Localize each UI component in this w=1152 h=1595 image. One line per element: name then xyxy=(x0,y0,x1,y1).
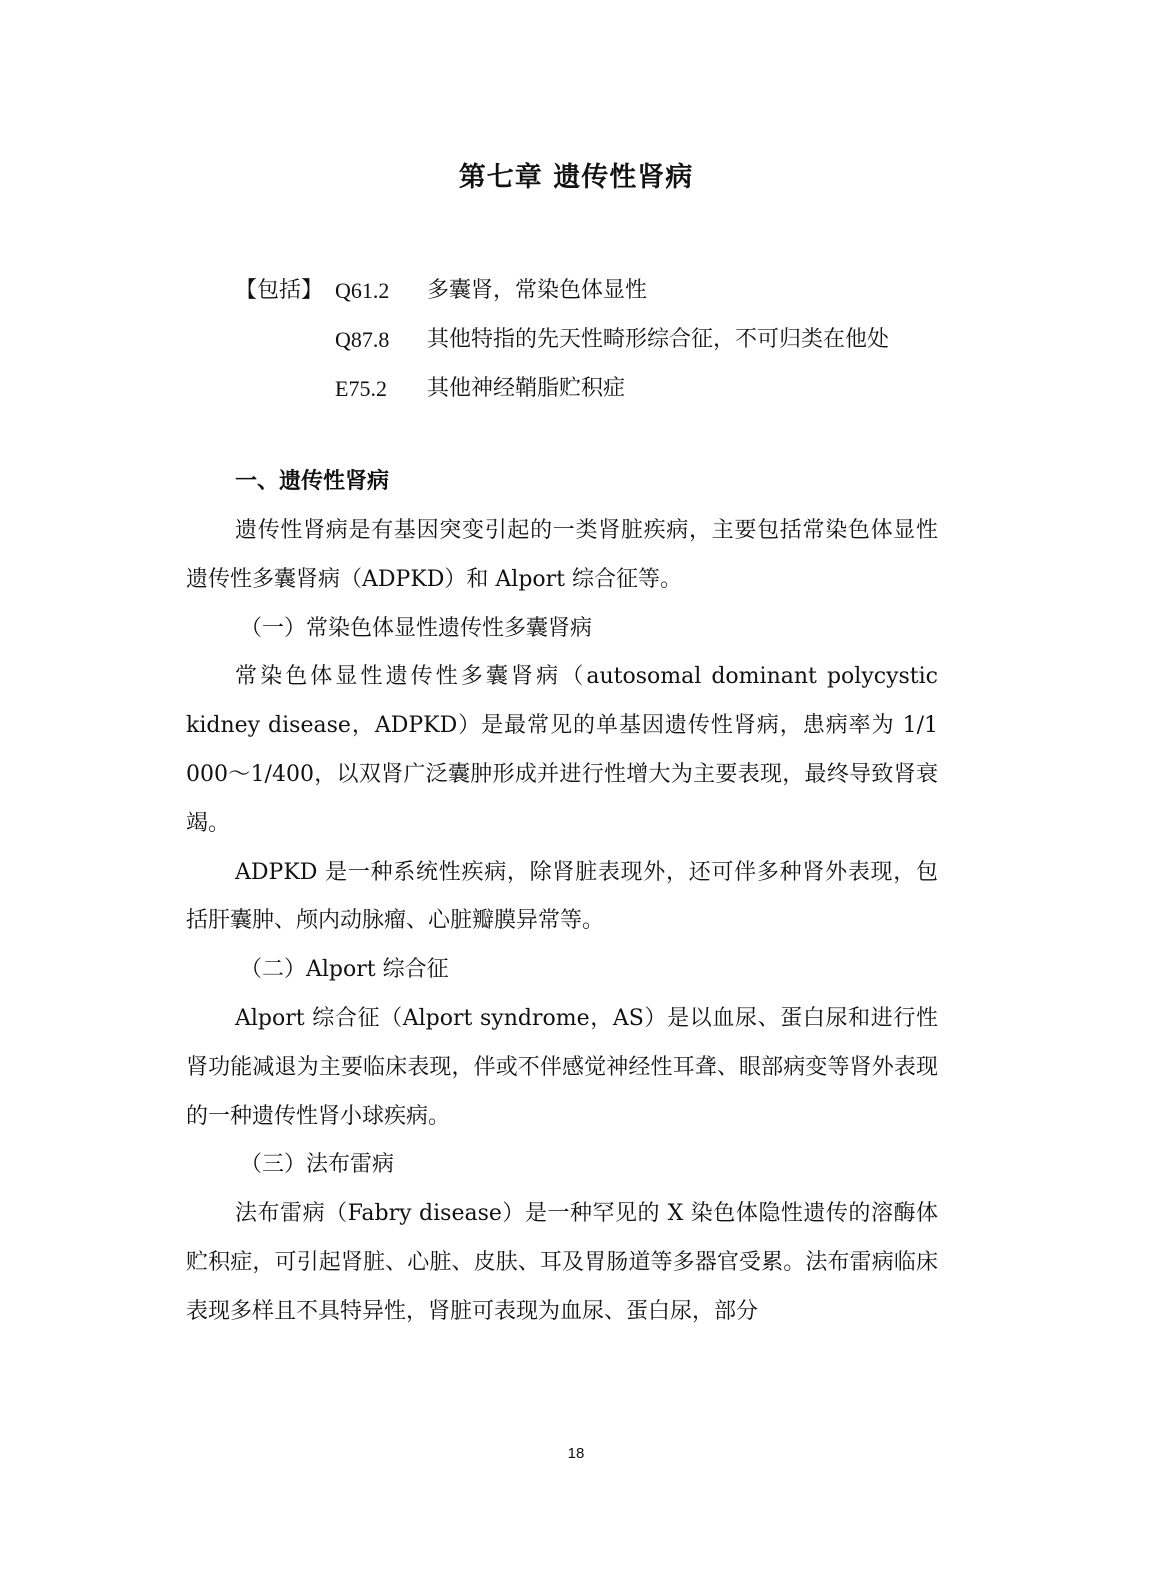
section-intro-paragraph: 遗传性肾病是有基因突变引起的一类肾脏疾病，主要包括常染色体显性遗传性多囊肾病（ADPKD）和 Alport 综合征等。 xyxy=(186,518,938,592)
includes-label-spacer xyxy=(235,315,335,364)
includes-block xyxy=(235,266,955,413)
page-number: 18 xyxy=(567,1445,585,1462)
icd-code: E75.2 xyxy=(335,376,387,401)
alport-paragraph: Alport 综合征（Alport syndrome，AS）是以血尿、蛋白尿和进行性肾功能减退为主要临床表现，伴或不伴感觉神经性耳聋、眼部病变等肾外表现的一种遗传性肾小球疾病。 xyxy=(186,1005,938,1129)
icd-description: 其他特指的先天性畸形综合征，不可归类在他处 xyxy=(427,327,890,352)
icd-description: 其他神经鞘脂贮积症 xyxy=(427,376,626,401)
chapter-title: 第七章 遗传性肾病 xyxy=(458,162,694,193)
subsection-heading-adpkd: （一）常染色体显性遗传性多囊肾病 xyxy=(240,615,593,641)
section-body xyxy=(186,507,938,1337)
includes-row xyxy=(235,364,955,413)
includes-row xyxy=(235,315,955,364)
icd-description: 多囊肾，常染色体显性 xyxy=(427,278,648,303)
adpkd-paragraph-1: 常染色体显性遗传性多囊肾病（autosomal dominant polycystic kidney disease，ADPKD）是最常见的单基因遗传性肾病，患病率为 1/1 000～1/400，以双肾广泛囊肿形成并进行性增大为主要表现，最终导致肾衰竭。 xyxy=(186,664,938,836)
subsection-heading-fabry: （三）法布雷病 xyxy=(240,1152,395,1178)
includes-label-spacer xyxy=(235,364,335,413)
includes-label: 【包括】 xyxy=(235,278,324,303)
icd-code: Q61.2 xyxy=(335,278,390,303)
subsection-heading-alport: （二）Alport 综合征 xyxy=(240,957,449,983)
section-heading: 一、遗传性肾病 xyxy=(235,469,390,494)
includes-row xyxy=(235,266,955,315)
fabry-paragraph: 法布雷病（Fabry disease）是一种罕见的 X 染色体隐性遗传的溶酶体贮积症，可引起肾脏、心脏、皮肤、耳及胃肠道等多器官受累。法布雷病临床表现多样且不具特异性，肾脏可表现为血尿、蛋白尿，部分 xyxy=(186,1201,938,1324)
icd-code: Q87.8 xyxy=(335,327,390,352)
adpkd-paragraph-2: ADPKD 是一种系统性疾病，除肾脏表现外，还可伴多种肾外表现，包括肝囊肿、颅内动脉瘤、心脏瓣膜异常等。 xyxy=(186,859,938,934)
